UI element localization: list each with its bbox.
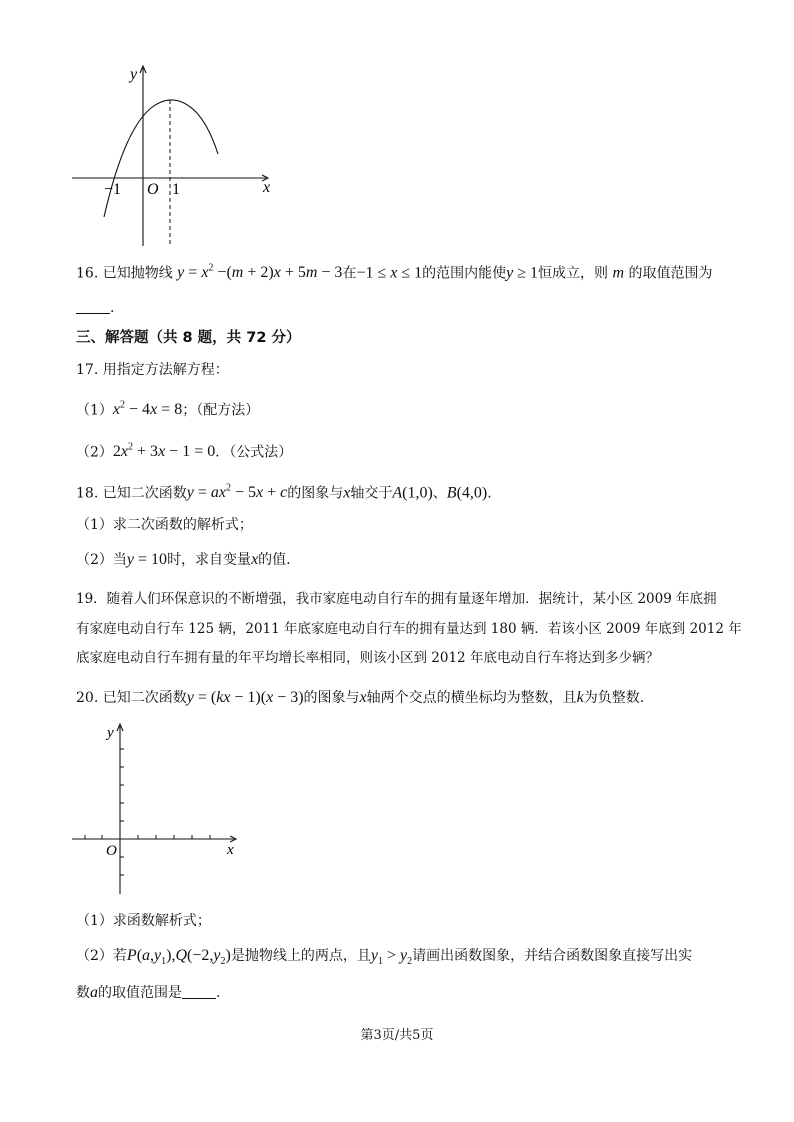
parabola-curve (104, 100, 218, 217)
answer-blank (76, 299, 110, 314)
question-20: 20. 已知二次函数y = (kx − 1)(x − 3)的图象与x轴两个交点的横坐标均为整数，且k为负整数. (76, 689, 645, 706)
question-20-part2-line2: 数a的取值范围是 . (76, 984, 221, 1001)
question-17: 17. 用指定方法解方程： (76, 362, 229, 378)
question-19-line2: 有家庭电动自行车 125 辆，2011 年底家庭电动自行车的拥有量达到 180 辆．若该小区 2009 年底到 2012 年 (76, 621, 742, 637)
origin-label: O (147, 181, 159, 198)
question-16-answer: . (76, 298, 114, 318)
question-17-part1: $(1)x^2 - 4x = 8$；（配方法） (76, 400, 260, 419)
y-axis-label: y (130, 66, 138, 83)
question-20-part1: （1）求函数解析式； (76, 913, 211, 929)
question-18-part2: （2）当y = 10时，求自变量x的值. (76, 551, 291, 568)
question-18: 18. 已知二次函数$y = ax^2 - 5x + c$的图象与x轴交于A(1,0)、B(4,0). (76, 483, 492, 502)
tick-label-neg1: −1 (104, 181, 122, 198)
x-axis-label: x (263, 179, 271, 196)
question-19-line1: 19．随着人们环保意识的不断增强，我市家庭电动自行车的拥有量逐年增加．据统计，某小区 2009 年底拥 (76, 591, 717, 607)
question-17-part2: $(2)2x^2 + 3x - 1 = 0$．（公式法） (76, 442, 293, 461)
parabola-figure (66, 60, 286, 252)
x-axis-label: x (227, 842, 234, 858)
x-axis-ticks (85, 835, 210, 839)
answer-blank (182, 984, 216, 999)
tick-label-1: 1 (172, 181, 180, 198)
question-18-part1: （1）求二次函数的解析式； (76, 517, 253, 533)
y-axis-label: y (107, 725, 114, 741)
coordinate-axes-figure (66, 718, 246, 898)
origin-label: O (106, 843, 117, 859)
section-heading: 三、解答题（共 8 题，共 72 分） (76, 330, 301, 346)
question-19-line3: 底家庭电动自行车拥有量的年平均增长率相同，则该小区到 2012 年底电动自行车将达到多少辆？ (76, 650, 659, 666)
question-16: 16. 已知抛物线 $y = x^2 -(m + 2)x + 5m - 3$在−1 ≤ x ≤ 1的范围内能使y ≥ 1恒成立，则 m 的取值范围为 (76, 263, 713, 282)
question-20-part2: （2）若$P(a,y_1),Q(-2,y_2)$是抛物线上的两点，且$y_1 > y_2$请画出函数图象，并结合函数图象直接写出实 (76, 947, 693, 968)
y-axis-ticks (120, 749, 124, 875)
page-footer: 第3页/共5页 (360, 1028, 434, 1043)
